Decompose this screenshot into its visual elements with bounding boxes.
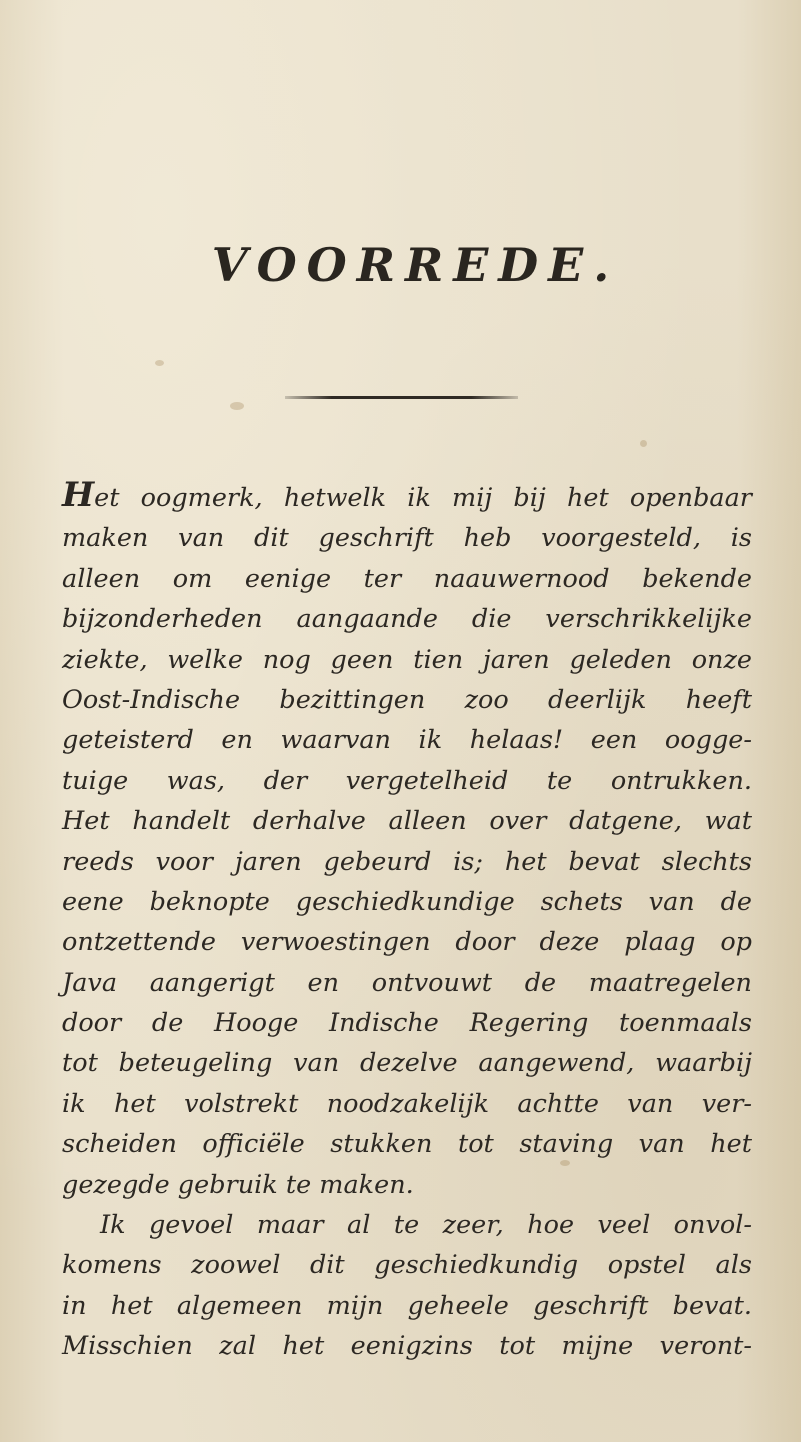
- title-divider: [285, 396, 518, 399]
- text-line: scheiden officiële stukken tot staving van het: [62, 1129, 752, 1160]
- text-line: komens zoowel dit geschiedkundig opstel als: [62, 1250, 752, 1281]
- text-line: in het algemeen mijn geheele geschrift bevat.: [62, 1290, 752, 1321]
- text-line: Het handelt derhalve alleen over datgene, wat: [62, 806, 752, 837]
- paragraph-1: [62, 475, 752, 1367]
- text-line: tuige was, der vergetelheid te ontrukken.: [62, 765, 752, 796]
- page-title: VOORREDE.: [211, 238, 620, 292]
- text-line: tot beteugeling van dezelve aangewend, waarbij: [62, 1048, 752, 1079]
- text-line: gezegde gebruik te maken.: [62, 1169, 414, 1200]
- text-line: Het oogmerk, hetwelk ik mij bij het openbaar: [62, 475, 752, 515]
- text-line: Oost-Indische bezittingen zoo deerlijk heeft: [62, 684, 752, 715]
- text-line: maken van dit geschrift heb voorgesteld, is: [62, 523, 752, 554]
- text-line: door de Hooge Indische Regering toenmaals: [62, 1008, 752, 1039]
- text-line: Misschien zal het eenigzins tot mijne veront-: [62, 1331, 752, 1362]
- drop-cap: H: [62, 475, 95, 515]
- text-line: ziekte, welke nog geen tien jaren geleden onze: [62, 644, 752, 675]
- text-line: ontzettende verwoestingen door deze plaag op: [62, 927, 752, 958]
- text-line: geteisterd en waarvan ik helaas! een oogge-: [62, 725, 752, 756]
- paper-stain: [230, 402, 244, 410]
- paper-stain: [155, 360, 164, 366]
- text-line: bijzonderheden aangaande die verschrikkelijke: [62, 604, 752, 635]
- paper-stain: [640, 440, 647, 447]
- text-line: eene beknopte geschiedkundige schets van de: [62, 886, 752, 917]
- text-line: alleen om eenige ter naauwernood bekende: [62, 563, 752, 594]
- text-line: reeds voor jaren gebeurd is; het bevat slechts: [62, 846, 752, 877]
- text-line: Java aangerigt en ontvouwt de maatregelen: [62, 967, 752, 998]
- text-line: Ik gevoel maar al te zeer, hoe veel onvol-: [100, 1210, 752, 1241]
- text-line: ik het volstrekt noodzakelijk achtte van ver-: [62, 1088, 752, 1119]
